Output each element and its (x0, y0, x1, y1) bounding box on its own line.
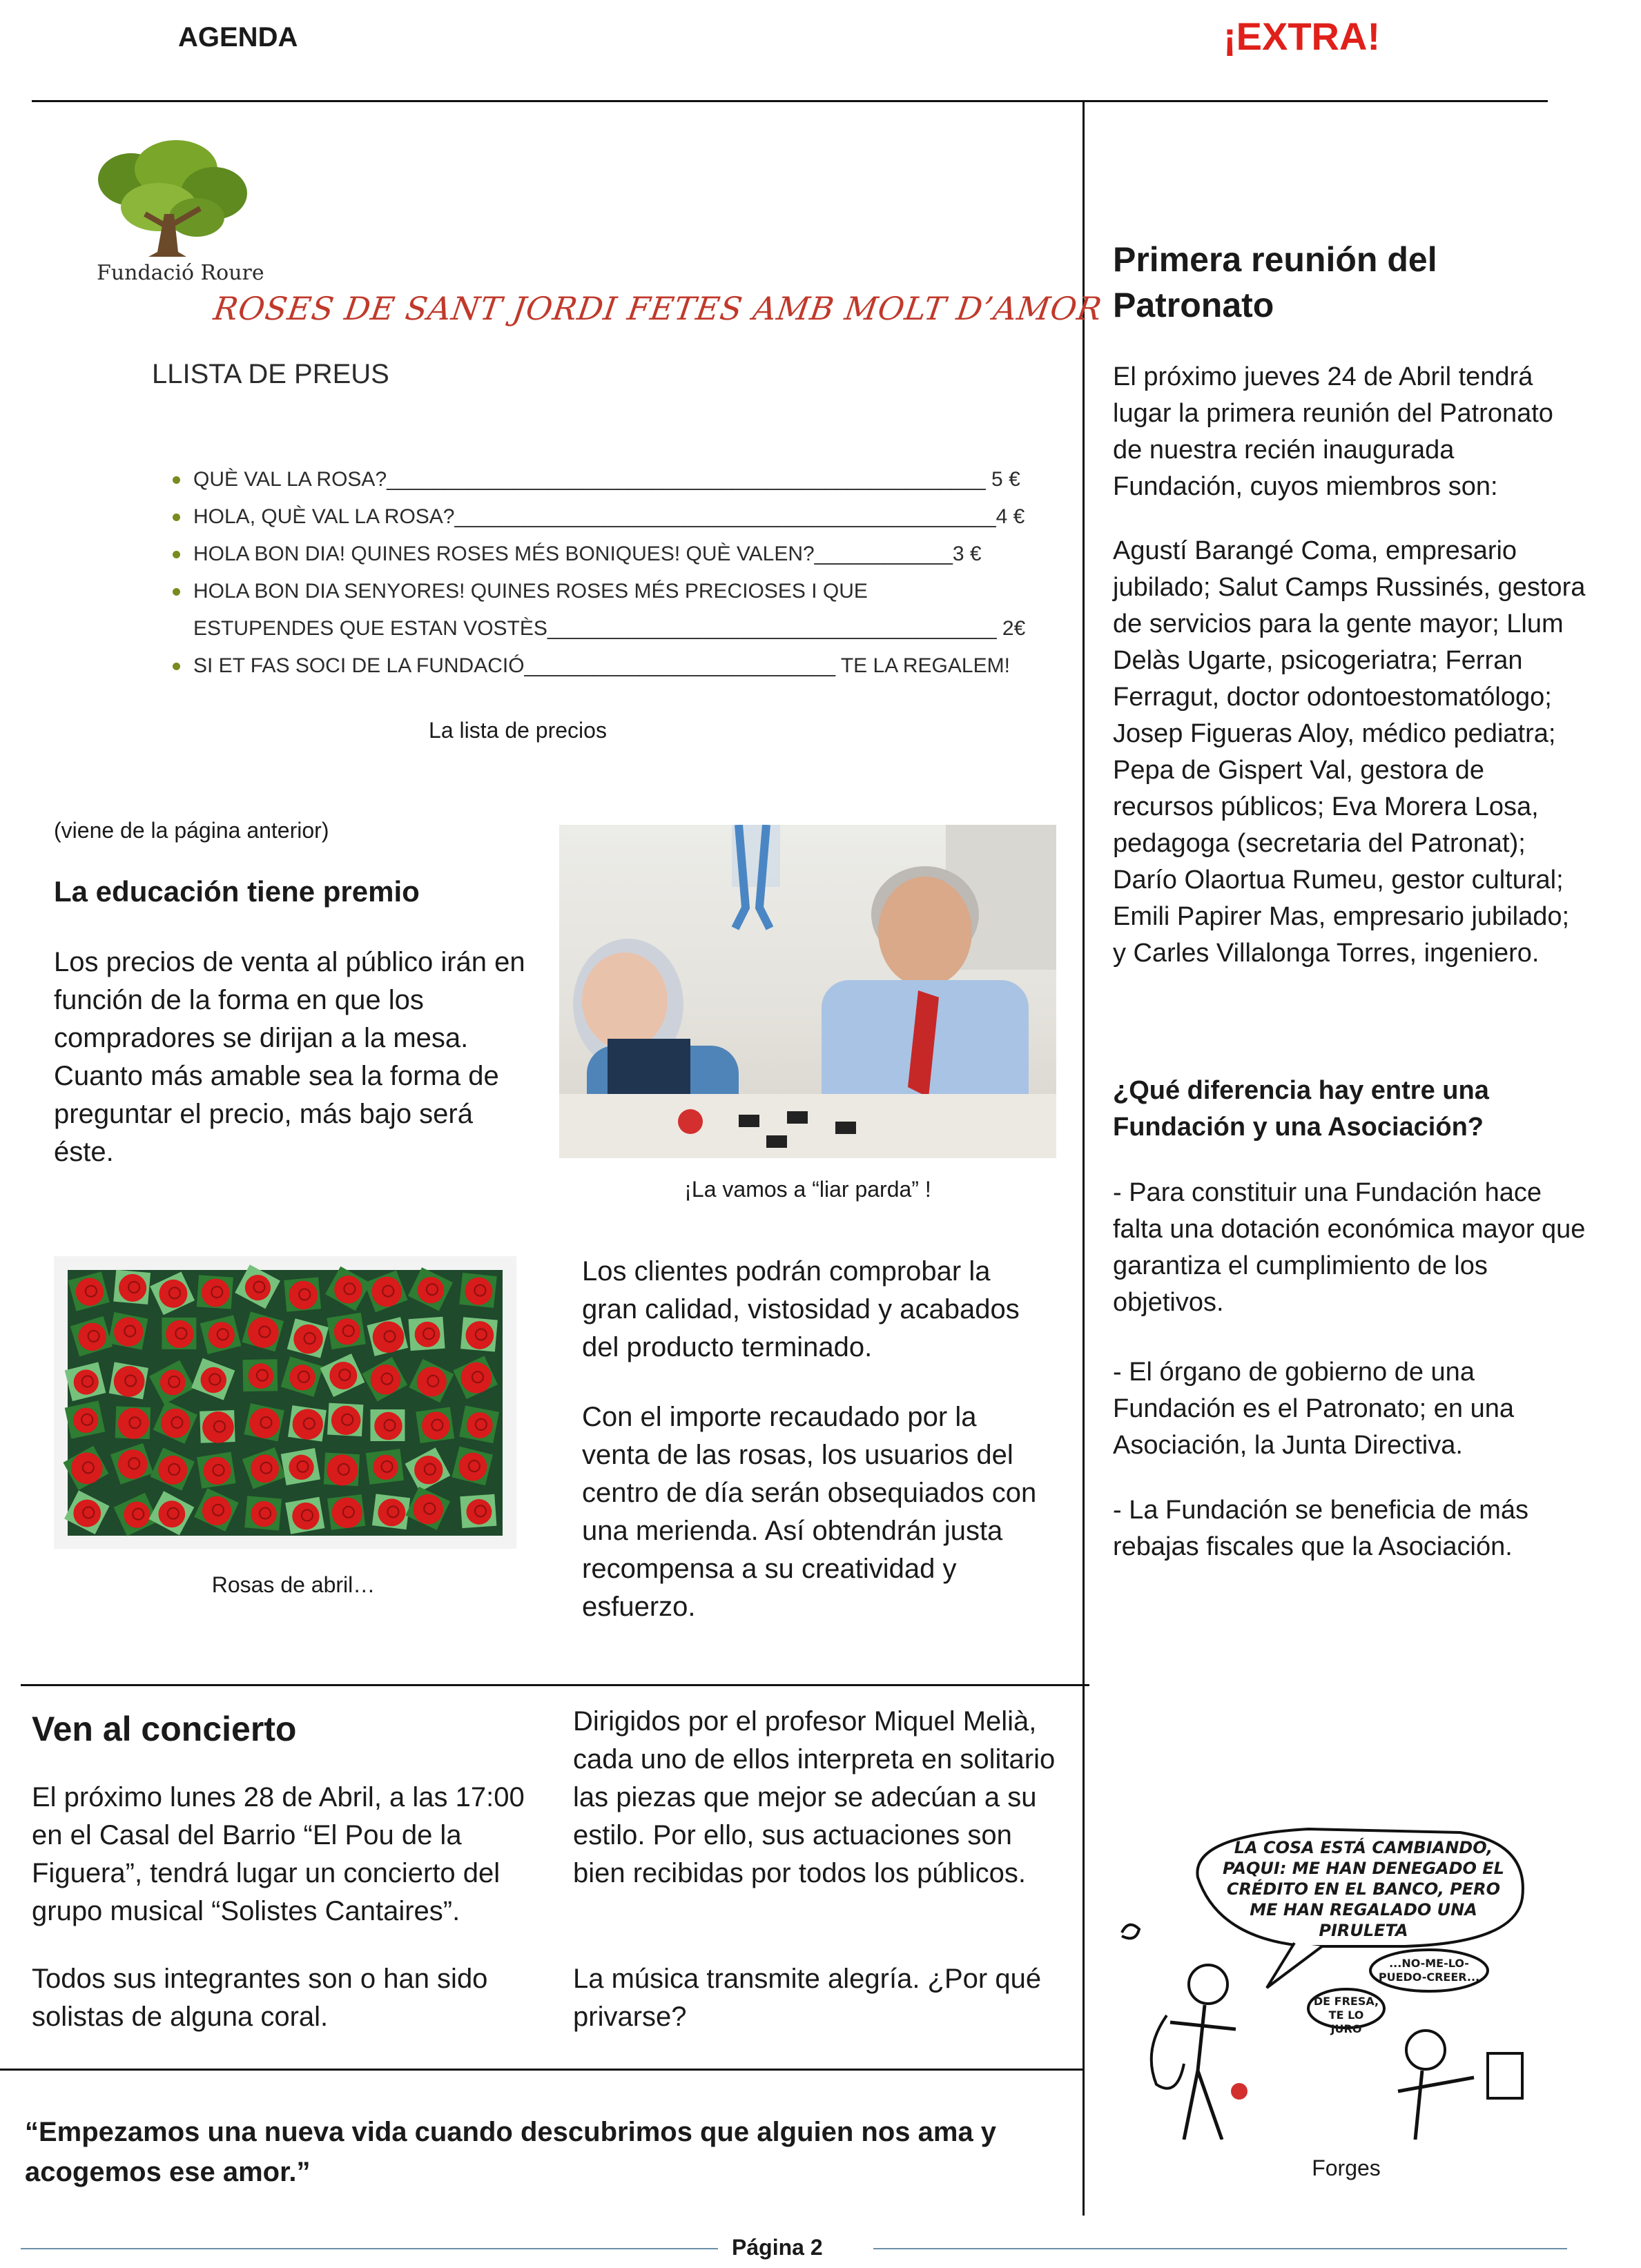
cartoon-bubble-text: ...NO-ME-LO-PUEDO-CREER... (1378, 1957, 1480, 1984)
list-item: QUÈ VAL LA ROSA?____________________________________________________ 5 € (173, 461, 953, 498)
patronato-members: Agustí Barangé Coma, empresario jubilado; Salut Camps Russinés, gestora de servicios para la gente mayor; Llum Delàs Ugarte, psicogeriatra; Ferran Ferragut, doctor odontoestomatólogo; Josep Figueras Aloy, médico pediatra; Pepa de Gispert Val, gestora de recursos públicos; Eva Morera Losa, pedagoga (secretaria del Patronat); Darío Olaortua Rumeu, gestor cultural; Emili Papirer Mas, empresario jubilado; y Carles Villalonga Torres, ingeniero. (1113, 536, 1586, 968)
article-paragraph: Con el importe recaudado por la venta de las rosas, los usuarios del centro de día serán obsequiados con una merienda. Así obtendrán justa recompensa a su creatividad y esfuerzo. (582, 1402, 1037, 1622)
photo-elderly-couple (559, 825, 1056, 1158)
list-item: HOLA, QUÈ VAL LA ROSA?_______________________________________________4 € (173, 498, 953, 536)
difference-heading: ¿Qué diferencia hay entre una Fundación y una Asociación? (1113, 1076, 1489, 1142)
difference-paragraph: - El órgano de gobierno de una Fundación es el Patronato; en una Asociación, la Junta Directiva. (1113, 1358, 1514, 1460)
section-divider (21, 1684, 1089, 1686)
concert-paragraph: La música transmite alegría. ¿Por qué privarse? (573, 1964, 1042, 2032)
concert-paragraph: Dirigidos por el profesor Miquel Melià, cada uno de ellos interpreta en solitario las piezas que mejor se adecúan a su estilo. Por ello, sus actuaciones son bien recibidas por todos los públicos. (573, 1706, 1056, 1888)
footer-rule-right (873, 2248, 1567, 2249)
price-list (173, 461, 1026, 685)
concert-paragraph: El próximo lunes 28 de Abril, a las 17:00 en el Casal del Barrio “El Pou de la Figuera”, tendrá lugar un concierto del grupo musical “Solistes Cantaires”. (32, 1782, 525, 1926)
flyer-caption: La lista de precios (429, 718, 607, 743)
extra-label: ¡EXTRA! (1223, 14, 1381, 58)
fundacio-roure-logo (83, 131, 262, 290)
flyer-subtitle: LLISTA DE PREUS (152, 359, 389, 389)
header-divider (32, 100, 1548, 102)
list-item: HOLA BON DIA! QUINES ROSES MÉS BONIQUES! QUÈ VALEN?____________3 € (173, 536, 953, 573)
roses-caption: Rosas de abril… (211, 1572, 376, 1597)
cartoon-caption: Forges (1312, 2155, 1381, 2180)
forges-cartoon (1101, 1822, 1598, 2140)
patronato-heading: Primera reunión del Patronato (1113, 240, 1437, 324)
list-item: SI ET FAS SOCI DE LA FUNDACIÓ___________________________ TE LA REGALEM! (173, 647, 953, 685)
logo-text: Fundació Roure (97, 261, 264, 285)
flyer-title: ROSES DE SANT JORDI FETES AMB MOLT D’AMOR (211, 290, 1105, 327)
concert-heading: Ven al concierto (32, 1710, 297, 1748)
continuation-note: (viene de la página anterior) (54, 818, 329, 843)
photo-roses (54, 1256, 516, 1549)
list-item: HOLA BON DIA SENYORES! QUINES ROSES MÉS PRECIOSES I QUE (173, 573, 953, 610)
article-paragraph: Los clientes podrán comprobar la gran calidad, vistosidad y acabados del producto terminado. (582, 1256, 1020, 1362)
page-number: Página 2 (732, 2235, 823, 2260)
photo-caption: ¡La vamos a “liar parda” ! (684, 1177, 931, 1202)
difference-paragraph: - Para constituir una Fundación hace falta una dotación económica mayor que garantiza el cumplimiento de los objetivos. (1113, 1178, 1586, 1317)
patronato-paragraph: El próximo jueves 24 de Abril tendrá lugar la primera reunión del Patronato de nuestra recién inaugurada Fundación, cuyos miembros son: (1113, 362, 1553, 501)
section-label: AGENDA (178, 22, 298, 52)
cartoon-bubble-text: DE FRESA, TE LO JURO (1313, 1995, 1379, 2035)
column-divider (1082, 100, 1085, 2216)
section-divider (0, 2069, 1084, 2071)
article-heading: La educación tiene premio (54, 875, 420, 908)
cartoon-bubble-text: LA COSA ESTÁ CAMBIANDO, PAQUI: ME HAN DENEGADO EL CRÉDITO EN EL BANCO, PERO ME HAN REGALADO UNA PIRULETA (1223, 1838, 1504, 1940)
difference-paragraph: - La Fundación se beneficia de más rebajas fiscales que la Asociación. (1113, 1496, 1529, 1561)
footer-rule-left (21, 2248, 718, 2249)
article-paragraph: Los precios de venta al público irán en función de la forma en que los compradores se dirijan a la mesa. Cuanto más amable sea la forma de preguntar el precio, más bajo será éste. (54, 947, 525, 1167)
list-item: ESTUPENDES QUE ESTAN VOSTÈS_______________________________________ 2€ (193, 617, 1026, 640)
concert-paragraph: Todos sus integrantes son o han sido solistas de alguna coral. (32, 1964, 488, 2032)
closing-quote: “Empezamos una nueva vida cuando descubrimos que alguien nos ama y acogemos ese amor.” (25, 2117, 997, 2187)
